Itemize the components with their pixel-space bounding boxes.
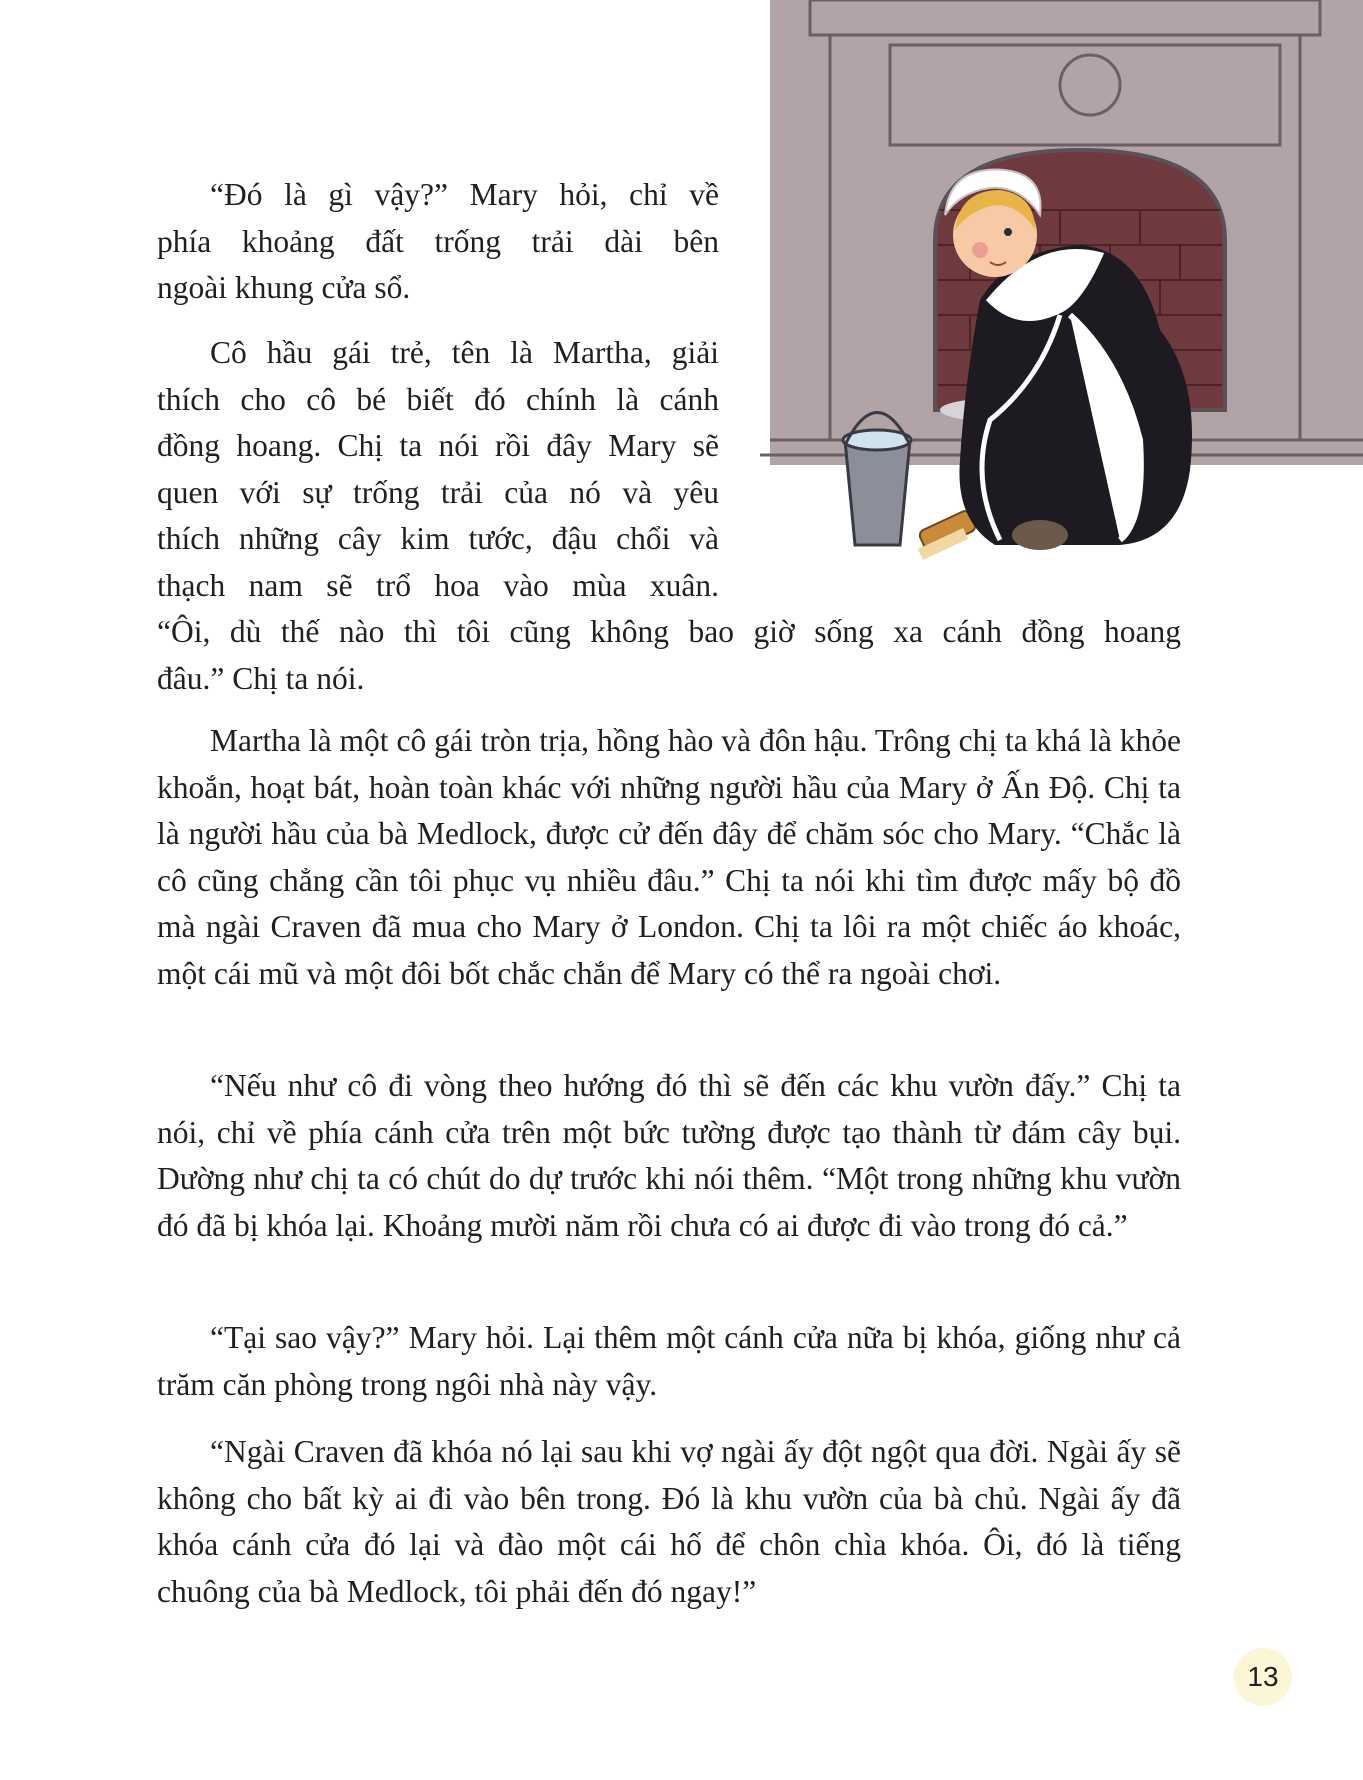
paragraph-4-text: “Nếu như cô đi vòng theo hướng đó thì sẽ đến các khu vườn đấy.” Chị ta nói, chỉ về phía cánh cửa trên một bức tường được tạo thành từ đám cây bụi. Dường như chị ta có chút do dự trước khi nói thêm. “Một trong những khu vườn đó đã bị khóa lại. Khoảng mười năm rồi chưa có ai được đi vào trong đó cả.” bbox=[157, 1068, 1181, 1243]
maid-cheek bbox=[972, 242, 988, 258]
paragraph-6 bbox=[157, 1429, 1181, 1615]
paragraph-2-line-8: đâu.” Chị ta nói. bbox=[157, 660, 365, 696]
paragraph-2-line-3: đồng hoang. Chị ta nói rồi đây Mary sẽ bbox=[157, 428, 719, 463]
paragraph-4 bbox=[157, 1063, 1181, 1249]
page-number: 13 bbox=[1234, 1648, 1292, 1706]
paragraph-2-line-6: thạch nam sẽ trổ hoa vào mùa xuân. bbox=[157, 567, 719, 603]
paragraph-1-line-3: ngoài khung cửa sổ. bbox=[157, 270, 411, 305]
paragraph-2 bbox=[157, 330, 1181, 702]
paragraph-2-line-1: Cô hầu gái trẻ, tên là Martha, giải bbox=[210, 335, 719, 370]
paragraph-3-text: Martha là một cô gái tròn trịa, hồng hào và đôn hậu. Trông chị ta khá là khỏe khoắn, hoạt bát, hoàn toàn khác với những người hầu của Mary ở Ấn Độ. Chị ta là người hầu của bà Medlock, được cử đến đây để chăm sóc cho Mary. “Chắc là cô cũng chẳng cần tôi phục vụ nhiều đâu.” Chị ta nói khi tìm được mấy bộ đồ mà ngài Craven đã mua cho Mary ở London. Chị ta lôi ra một chiếc áo khoác, một cái mũ và một đôi bốt chắc chắn để Mary có thể ra ngoài chơi. bbox=[157, 723, 1181, 991]
paragraph-2-line-5: thích những cây kim tước, đậu chổi và bbox=[157, 521, 719, 556]
paragraph-1-line-2: phía khoảng đất trống trải dài bên bbox=[157, 223, 719, 259]
paragraph-5 bbox=[157, 1315, 1181, 1408]
paragraph-1-line-1: “Đó là gì vậy?” Mary hỏi, chỉ về bbox=[210, 177, 719, 212]
paragraph-2-line-2: thích cho cô bé biết đó chính là cánh bbox=[157, 381, 719, 417]
paragraph-5-text: “Tại sao vậy?” Mary hỏi. Lại thêm một cánh cửa nữa bị khóa, giống như cả trăm căn phòng trong ngôi nhà này vậy. bbox=[157, 1320, 1181, 1402]
paragraph-1 bbox=[157, 172, 719, 312]
paragraph-3 bbox=[157, 718, 1181, 997]
paragraph-6-text: “Ngài Craven đã khóa nó lại sau khi vợ ngài ấy đột ngột qua đời. Ngài ấy sẽ không cho bất kỳ ai đi vào bên trong. Đó là khu vườn của bà chủ. Ngài ấy đã khóa cánh cửa đó lại và đào một cái hố để chôn chìa khóa. Ôi, đó là tiếng chuông của bà Medlock, tôi phải đến đó ngay!” bbox=[157, 1434, 1181, 1609]
paragraph-2-line-4: quen với sự trống trải của nó và yêu bbox=[157, 474, 719, 510]
paragraph-2-line-7: “Ôi, dù thế nào thì tôi cũng không bao giờ sống xa cánh đồng hoang bbox=[157, 614, 1181, 649]
maid-eye bbox=[1004, 228, 1012, 236]
